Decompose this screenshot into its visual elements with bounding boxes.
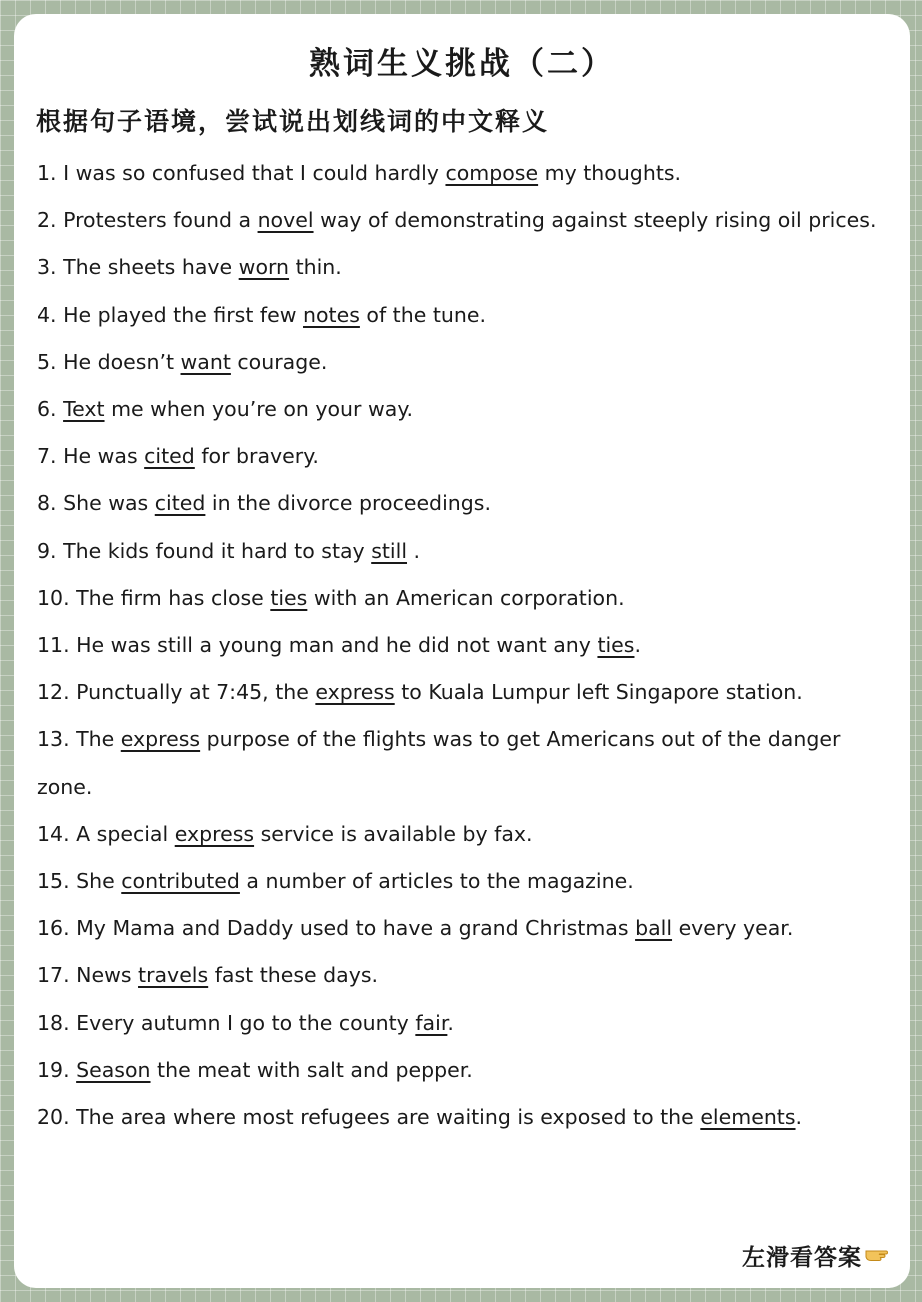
underlined-word: Text <box>63 397 105 422</box>
sentence-item: 18. Every autumn I go to the county fair. <box>37 1010 454 1035</box>
sentence-list <box>37 150 897 1141</box>
sentence-item: 13. The express purpose of the flights was to get Americans out of the danger zone. <box>37 727 841 799</box>
sentence-item: 5. He doesn’t want courage. <box>37 349 328 374</box>
instruction-subtitle: 根据句子语境，尝试说出划线词的中文释义 <box>36 107 550 136</box>
underlined-word: express <box>174 821 255 846</box>
sentence-item: 10. The firm has close ties with an American corporation. <box>37 585 625 610</box>
underlined-word: novel <box>257 208 314 233</box>
sentence-item: 12. Punctually at 7:45, the express to Kuala Lumpur left Singapore station. <box>37 680 803 705</box>
underlined-word: express <box>315 680 395 705</box>
underlined-word: still <box>371 538 408 563</box>
underlined-word: express <box>120 727 201 752</box>
sentence-item: 2. Protesters found a novel way of demonstrating against steeply rising oil prices. <box>37 208 877 233</box>
underlined-word: fair <box>415 1010 448 1035</box>
sentence-item: 14. A special express service is available by fax. <box>37 821 533 846</box>
sentence-item: 16. My Mama and Daddy used to have a grand Christmas ball every year. <box>37 916 794 941</box>
underlined-word: want <box>180 349 231 374</box>
content-card <box>14 14 910 1288</box>
page-title: 熟词生义挑战（二） <box>309 46 615 82</box>
sentence-item: 19. Season the meat with salt and pepper. <box>37 1057 473 1082</box>
sentence-item: 8. She was cited in the divorce proceedings. <box>37 491 491 516</box>
underlined-word: Season <box>76 1057 151 1082</box>
sentence-item: 7. He was cited for bravery. <box>37 444 319 469</box>
underlined-word: cited <box>144 444 195 469</box>
underlined-word: worn <box>238 255 290 280</box>
underlined-word: notes <box>303 302 360 327</box>
swipe-hint[interactable] <box>742 1239 888 1272</box>
underlined-word: travels <box>138 963 209 988</box>
underlined-word: ties <box>270 585 308 610</box>
sentence-item: 1. I was so confused that I could hardly compose my thoughts. <box>37 161 682 185</box>
sentence-item: 17. News travels fast these days. <box>37 963 379 988</box>
swipe-hint-label: 左滑看答案 <box>742 1245 862 1271</box>
sentence-item: 6. Text me when you’re on your way. <box>37 397 414 422</box>
sentence-item: 4. He played the first few notes of the tune. <box>37 302 486 327</box>
pointing-hand-icon <box>864 1243 888 1268</box>
underlined-word: ball <box>635 916 673 941</box>
sentence-item: 20. The area where most refugees are waiting is exposed to the elements. <box>37 1105 803 1130</box>
sentence-item: 11. He was still a young man and he did not want any ties. <box>37 633 641 658</box>
underlined-word: elements <box>700 1105 796 1130</box>
underlined-word: compose <box>445 161 539 185</box>
underlined-word: ties <box>597 633 635 658</box>
underlined-word: cited <box>154 491 206 516</box>
underlined-word: contributed <box>121 869 240 894</box>
sentence-item: 3. The sheets have worn thin. <box>37 255 342 280</box>
sentence-item: 9. The kids found it hard to stay still . <box>37 538 421 563</box>
sentence-item: 15. She contributed a number of articles to the magazine. <box>37 869 634 894</box>
